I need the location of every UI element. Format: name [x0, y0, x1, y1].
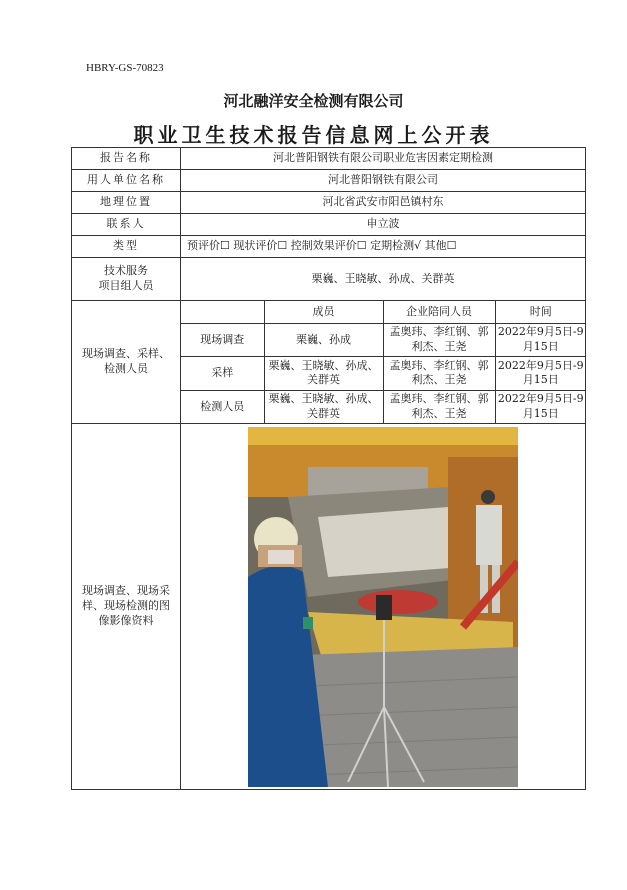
- report-name-label: 报告名称: [72, 148, 181, 170]
- field-staff-cell: [181, 301, 586, 424]
- field-header-escorts: 企业陪同人员: [383, 301, 495, 323]
- time: 2022年9月5日-9月15日: [495, 357, 586, 391]
- activity-name: 采样: [181, 357, 264, 391]
- field-header-blank: [181, 301, 264, 323]
- location-value: 河北省武安市阳邑镇村东: [181, 192, 586, 214]
- contact-label: 联系人: [72, 214, 181, 236]
- info-table: [71, 147, 586, 790]
- time: 2022年9月5日-9月15日: [495, 390, 586, 423]
- field-row-sampling: [181, 357, 586, 391]
- row-report-name: [72, 148, 586, 170]
- escorts: 孟奥玮、李红钢、郭利杰、王尧: [383, 357, 495, 391]
- members: 栗巍、孙成: [264, 323, 383, 357]
- time: 2022年9月5日-9月15日: [495, 323, 586, 357]
- row-location: [72, 192, 586, 214]
- team-label-line2: 项目组人员: [98, 279, 154, 292]
- row-employer: [72, 170, 586, 192]
- images-label: 现场调查、现场采样、现场检测的图像影像资料: [72, 424, 181, 790]
- team-label-line1: 技术服务: [104, 264, 148, 278]
- field-row-survey: [181, 323, 586, 357]
- field-header-members: 成员: [264, 301, 383, 323]
- field-header-row: [181, 301, 586, 323]
- team-value: 栗巍、王晓敏、孙成、关群英: [181, 258, 586, 301]
- row-contact: [72, 214, 586, 236]
- escorts: 孟奥玮、李红钢、郭利杰、王尧: [383, 390, 495, 423]
- field-header-time: 时间: [495, 301, 586, 323]
- row-type: [72, 236, 586, 258]
- row-team: [72, 258, 586, 301]
- activity-name: 现场调查: [181, 323, 264, 357]
- activity-name: 检测人员: [181, 390, 264, 423]
- images-cell: [181, 424, 586, 790]
- field-staff-label: 现场调查、采样、检测人员: [72, 301, 181, 424]
- escorts: 孟奥玮、李红钢、郭利杰、王尧: [383, 323, 495, 357]
- team-label: [72, 258, 181, 301]
- contact-value: 申立波: [181, 214, 586, 236]
- members: 栗巍、王晓敏、孙成、关群英: [264, 357, 383, 391]
- type-value: 预评价☐ 现状评价☐ 控制效果评价☐ 定期检测√ 其他☐: [181, 236, 586, 258]
- location-label: 地理位置: [72, 192, 181, 214]
- site-photo: [248, 427, 518, 787]
- field-row-testing: [181, 390, 586, 423]
- field-staff-table: [181, 301, 586, 423]
- row-images: [72, 424, 586, 790]
- type-label: 类型: [72, 236, 181, 258]
- company-name: 河北融洋安全检测有限公司: [223, 92, 404, 110]
- report-name-value: 河北普阳钢铁有限公司职业危害因素定期检测: [181, 148, 586, 170]
- row-field-staff: [72, 301, 586, 424]
- employer-label: 用人单位名称: [72, 170, 181, 192]
- page-title: 职业卫生技术报告信息网上公开表: [133, 123, 494, 147]
- employer-value: 河北普阳钢铁有限公司: [181, 170, 586, 192]
- document-code: HBRY-GS-70823: [86, 62, 164, 74]
- members: 栗巍、王晓敏、孙成、关群英: [264, 390, 383, 423]
